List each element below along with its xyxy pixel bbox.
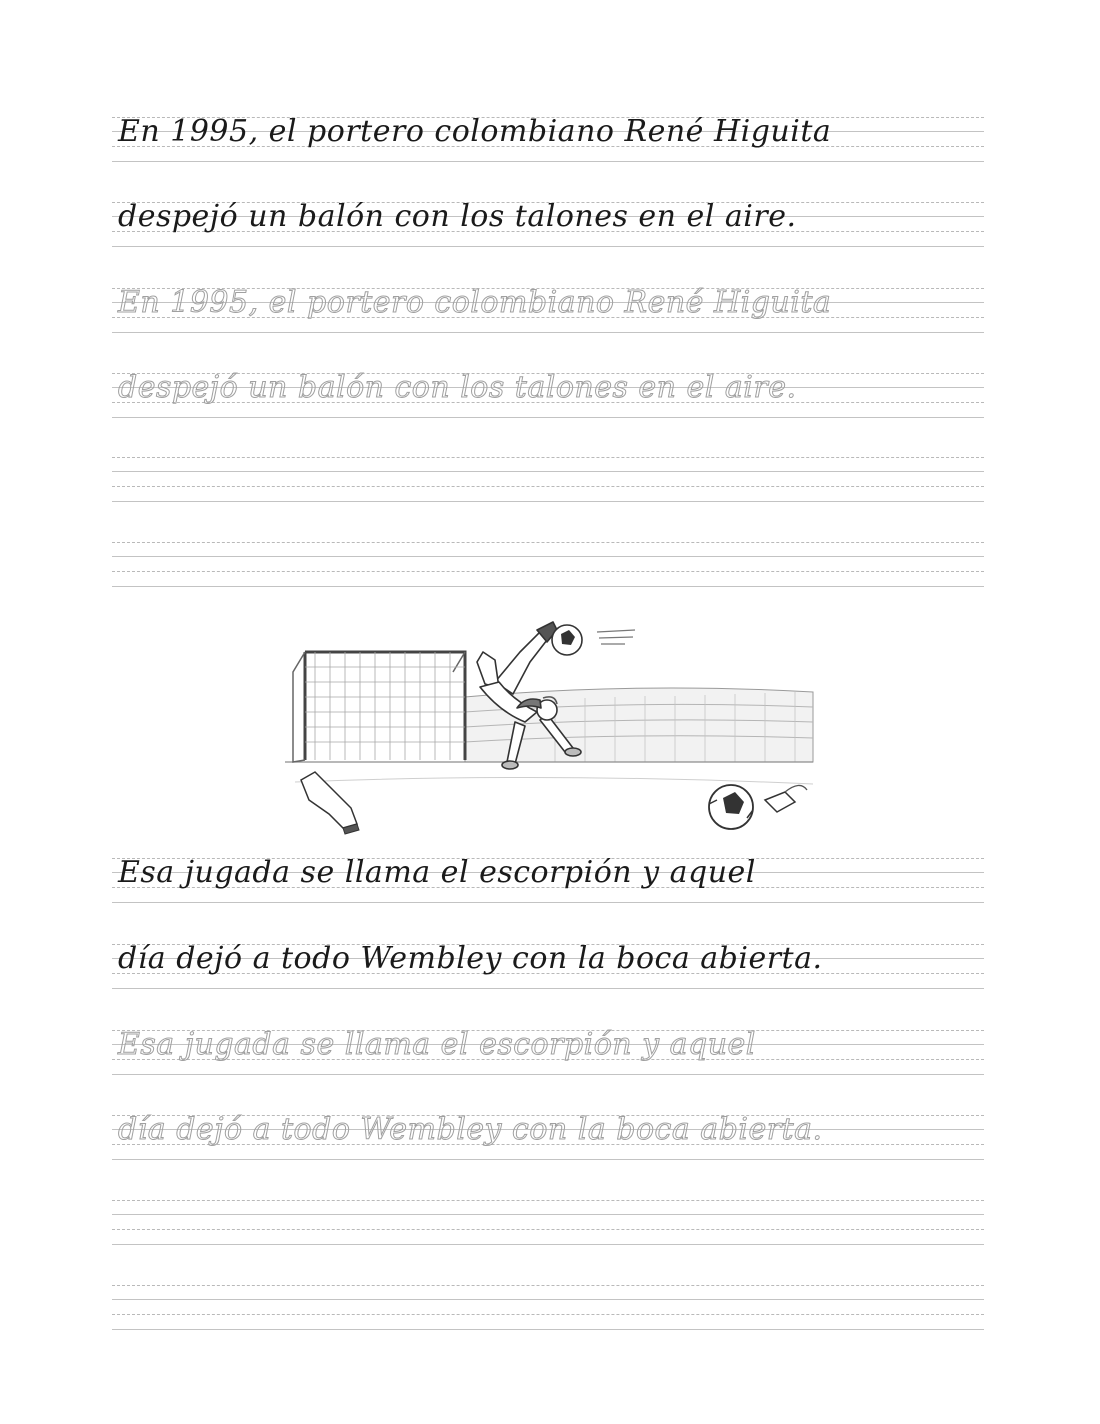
model-sentence-line: En 1995, el portero colombiano René Higuita xyxy=(118,114,832,149)
soccer-ball-icon xyxy=(552,625,635,655)
trace-sentence-line: Esa jugada se llama el escorpión y aquel xyxy=(118,1027,756,1062)
writing-row-trace-2 xyxy=(112,370,984,417)
soccer-ball-icon xyxy=(709,785,753,829)
writing-row-blank-3 xyxy=(112,1200,984,1244)
model-sentence-line: día dejó a todo Wembley con la boca abierta. xyxy=(118,941,823,976)
writing-row-model-1 xyxy=(112,114,984,161)
writing-row-blank-2 xyxy=(112,542,984,586)
writing-row-model-4 xyxy=(112,941,984,988)
trace-sentence-line: día dejó a todo Wembley con la boca abierta. xyxy=(118,1112,823,1147)
trace-sentence-line: En 1995, el portero colombiano René Higuita xyxy=(118,285,832,320)
trace-sentence-line: despejó un balón con los talones en el aire. xyxy=(118,370,797,405)
writing-row-trace-4 xyxy=(112,1112,984,1159)
writing-row-model-3 xyxy=(112,855,984,902)
writing-row-trace-3 xyxy=(112,1027,984,1074)
writing-row-model-2 xyxy=(112,199,984,246)
writing-row-blank-1 xyxy=(112,457,984,501)
writing-row-blank-4 xyxy=(112,1285,984,1329)
model-sentence-line: despejó un balón con los talones en el aire. xyxy=(118,199,797,234)
football-goal-icon xyxy=(293,652,465,762)
scorpion-kick-illustration xyxy=(285,612,815,836)
model-sentence-line: Esa jugada se llama el escorpión y aquel xyxy=(118,855,756,890)
writing-row-trace-1 xyxy=(112,285,984,332)
